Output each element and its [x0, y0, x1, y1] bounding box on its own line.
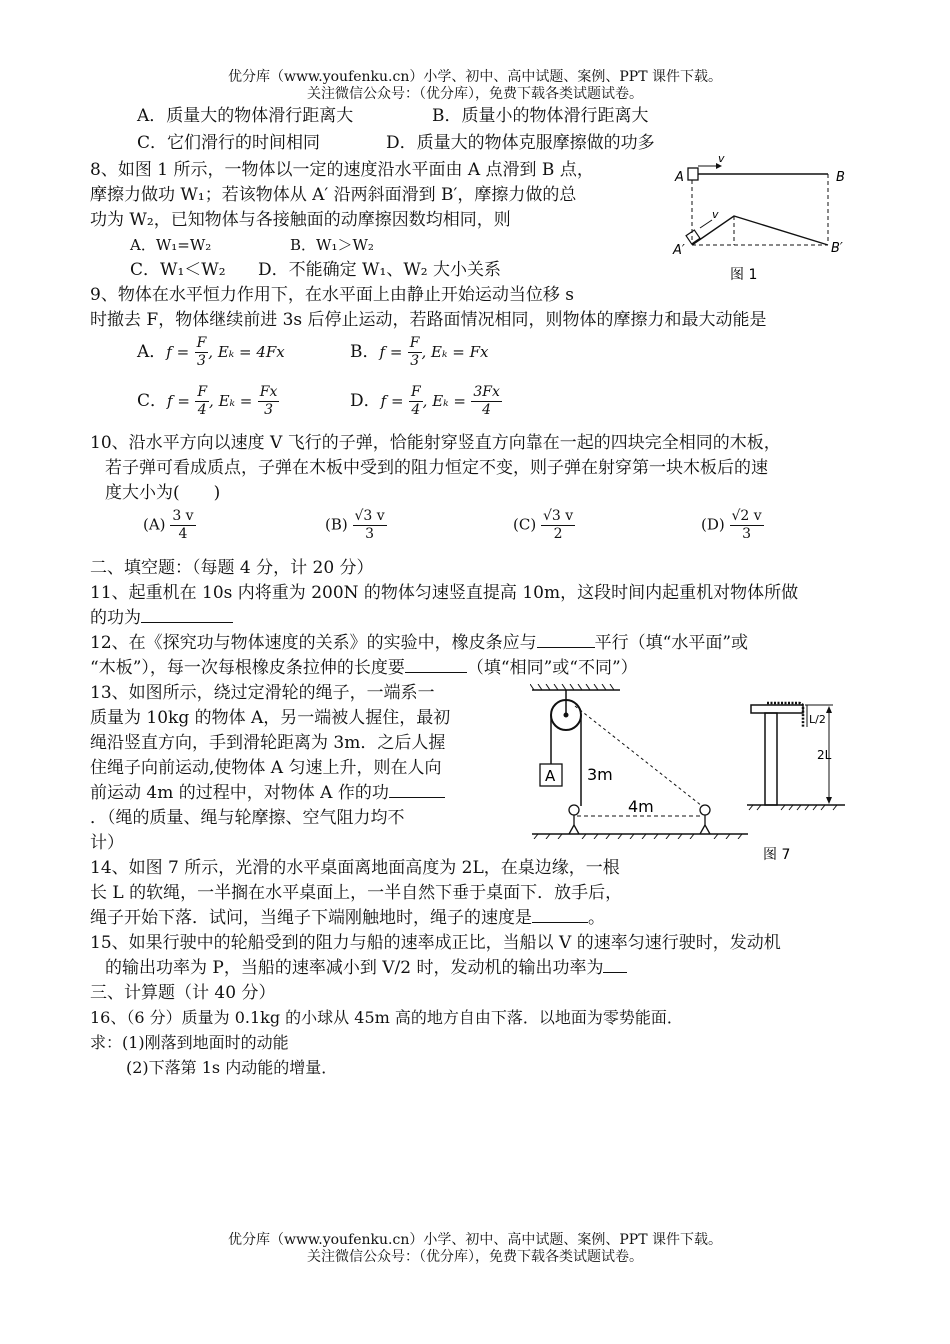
q14-line-2: 长 L 的软绳，一半搁在水平桌面上，一半自然下垂于桌面下．放手后， — [90, 883, 623, 903]
q8-option-d: D．不能确定 W₁、W₂ 大小关系 — [258, 260, 502, 280]
q8-option-a: A．W₁=W₂ — [130, 236, 212, 254]
q13-line-1: 13、如图所示，绕过定滑轮的绳子，一端系一 — [90, 683, 435, 703]
q13-line-7: 计） — [90, 833, 124, 853]
q14-answer-blank[interactable] — [532, 908, 588, 923]
q11-line-1: 11、起重机在 10s 内将重为 200N 的物体匀速竖直提高 10m，这段时间内起重机对物体所做 — [90, 583, 799, 603]
q15-line-1: 15、如果行驶中的轮船受到的阻力与船的速率成正比，当船以 V 的速率匀速行驶时，发动机 — [90, 933, 781, 953]
section-2-title: 二、填空题：（每题 4 分，计 20 分） — [90, 558, 374, 578]
footer-line-2: 关注微信公众号：（优分库），免费下载各类试题试卷。 — [307, 1249, 643, 1265]
rope-to-person-final — [575, 706, 702, 806]
fig1-block-slope — [686, 230, 700, 244]
q10-option-c: (C) $\frac{√3 v}{2}$ — [513, 508, 574, 542]
q8-line-1: 8、如图 1 所示，一物体以一定的速度沿水平面由 A 点滑到 B 点， — [90, 160, 594, 180]
q16-line-2: 求：(1)刚落到地面时的动能 — [90, 1033, 289, 1052]
q13-line-5: 前运动 4m 的过程中，对物体 A 作的功 — [90, 781, 445, 805]
header-line-2: 关注微信公众号：（优分库），免费下载各类试题试卷。 — [307, 86, 643, 102]
fig1-block-top — [688, 168, 698, 180]
q7-option-d: D．质量大的物体克服摩擦做的功多 — [386, 133, 655, 153]
q13-line-2: 质量为 10kg 的物体 A，另一端被人握住，最初 — [90, 708, 451, 728]
q10-option-d: (D) $\frac{√2 v}{3}$ — [701, 508, 762, 542]
q9-option-a: A．f = $\frac{F}{3}$ , Eₖ = 4Fx — [137, 335, 285, 369]
q13-line-3: 绳沿竖直方向，手到滑轮距离为 3m．之后人握 — [90, 733, 446, 753]
q11-answer-blank[interactable] — [141, 608, 233, 623]
q9-option-b: B．f = $\frac{F}{3}$ , Eₖ = Fx — [350, 335, 489, 369]
q7-option-b: B．质量小的物体滑行距离大 — [432, 106, 649, 126]
header-line-1: 优分库（www.youfenku.cn）小学、初中、高中试题、案例、PPT 课件下载。 — [227, 69, 722, 85]
q13-answer-blank[interactable] — [389, 783, 445, 798]
q14-line-1: 14、如图 7 所示，光滑的水平桌面离地面高度为 2L，在桌边缘，一根 — [90, 858, 620, 878]
q13-line-4: 住绳子向前运动,使物体 A 匀速上升，则在人向 — [90, 758, 442, 778]
q8-option-b: B．W₁＞W₂ — [290, 236, 374, 254]
table-leg — [765, 713, 777, 805]
q13-line-6: ．（绳的质量、绳与轮摩擦、空气阻力均不 — [90, 808, 405, 828]
q12-answer-blank-1[interactable] — [537, 633, 595, 648]
fig1-caption: 图 1 — [730, 267, 758, 283]
fig1-label-v: v — [718, 152, 725, 165]
q14-line-3: 绳子开始下落．试问，当绳子下端刚触地时，绳子的速度是 。 — [90, 908, 605, 928]
q10-line-1: 10、沿水平方向以速度 V 飞行的子弹，恰能射穿竖直方向靠在一起的四块完全相同的木板， — [90, 433, 781, 453]
fig1-label-b-prime: B′ — [831, 241, 843, 256]
fig1-label-b: B — [836, 170, 845, 185]
figure-7-table-rope — [745, 695, 855, 865]
q12-line-1: 12、在《探究功与物体速度的关系》的实验中，橡皮条应与 平行（填“水平面”或 — [90, 633, 749, 653]
q7-option-a: A．质量大的物体滑行距离大 — [137, 106, 354, 126]
q10-option-b: (B) $\frac{√3 v}{3}$ — [325, 508, 385, 542]
q9-line-2: 时撤去 F，物体继续前进 3s 后停止运动，若路面情况相同，则物体的摩擦力和最大动能是 — [90, 310, 767, 330]
fig7-caption: 图 7 — [763, 847, 791, 863]
q10-line-3: 度大小为( ) — [105, 483, 221, 503]
person-initial — [569, 805, 579, 815]
q9-option-d: D．f = $\frac{F}{4}$ , Eₖ = $\frac{3Fx}{4}$ — [350, 384, 500, 418]
table-top — [751, 705, 803, 713]
q8-line-3: 功为 W₂，已知物体与各接触面的动摩擦因数均相同，则 — [90, 210, 511, 230]
q11-line-2: 的功为 — [90, 606, 233, 630]
label-2l: 2L — [817, 748, 832, 762]
q7-option-c: C．它们滑行的时间相同 — [137, 133, 321, 153]
q8-line-2: 摩擦力做功 W₁；若该物体从 A′ 沿两斜面滑到 B′，摩擦力做的总 — [90, 185, 577, 205]
label-half-length: L/2 — [809, 713, 826, 726]
soft-rope — [767, 703, 803, 727]
q12-answer-blank-2[interactable] — [405, 658, 467, 673]
fig1-label-a-prime: A′ — [673, 243, 685, 258]
label-4m: 4m — [628, 797, 654, 816]
q10-line-2: 若子弹可看成质点，子弹在木板中受到的阻力恒定不变，则子弹在射穿第一块木板后的速 — [105, 458, 768, 478]
q15-answer-blank[interactable] — [603, 958, 627, 973]
q9-line-1: 9、物体在水平恒力作用下，在水平面上由静止开始运动当位移 s — [90, 285, 574, 305]
q9-option-c: C．f = $\frac{F}{4}$ , Eₖ = $\frac{Fx}{3}$ — [137, 384, 278, 418]
fig1-velocity-arrow-slope — [700, 220, 712, 228]
q16-line-1: 16、（6 分）质量为 0.1kg 的小球从 45m 高的地方自由下落．以地面为零势能面． — [90, 1008, 683, 1027]
person-final — [700, 805, 710, 815]
q12-line-2: “木板”），每一次每根橡皮条拉伸的长度要 （填“相同”或“不同”） — [90, 658, 638, 678]
section-3-title: 三、计算题（计 40 分） — [90, 983, 276, 1003]
q8-option-c: C．W₁＜W₂ — [130, 260, 226, 280]
label-3m: 3m — [587, 765, 613, 784]
fig1-label-a: A — [675, 170, 684, 185]
figure-pulley — [530, 684, 750, 839]
fig1-label-v-slope: v — [712, 208, 719, 221]
q10-option-a: (A) $\frac{3 v}{4}$ — [143, 508, 194, 542]
q15-line-2: 的输出功率为 P，当船的速率减小到 V/2 时，发动机的输出功率为 — [105, 956, 627, 980]
figure-1-slopes — [668, 152, 858, 287]
block-a-label: A — [545, 767, 556, 785]
footer-line-1: 优分库（www.youfenku.cn）小学、初中、高中试题、案例、PPT 课件下载。 — [227, 1232, 722, 1248]
q16-line-3: (2)下落第 1s 内动能的增量． — [126, 1058, 338, 1077]
